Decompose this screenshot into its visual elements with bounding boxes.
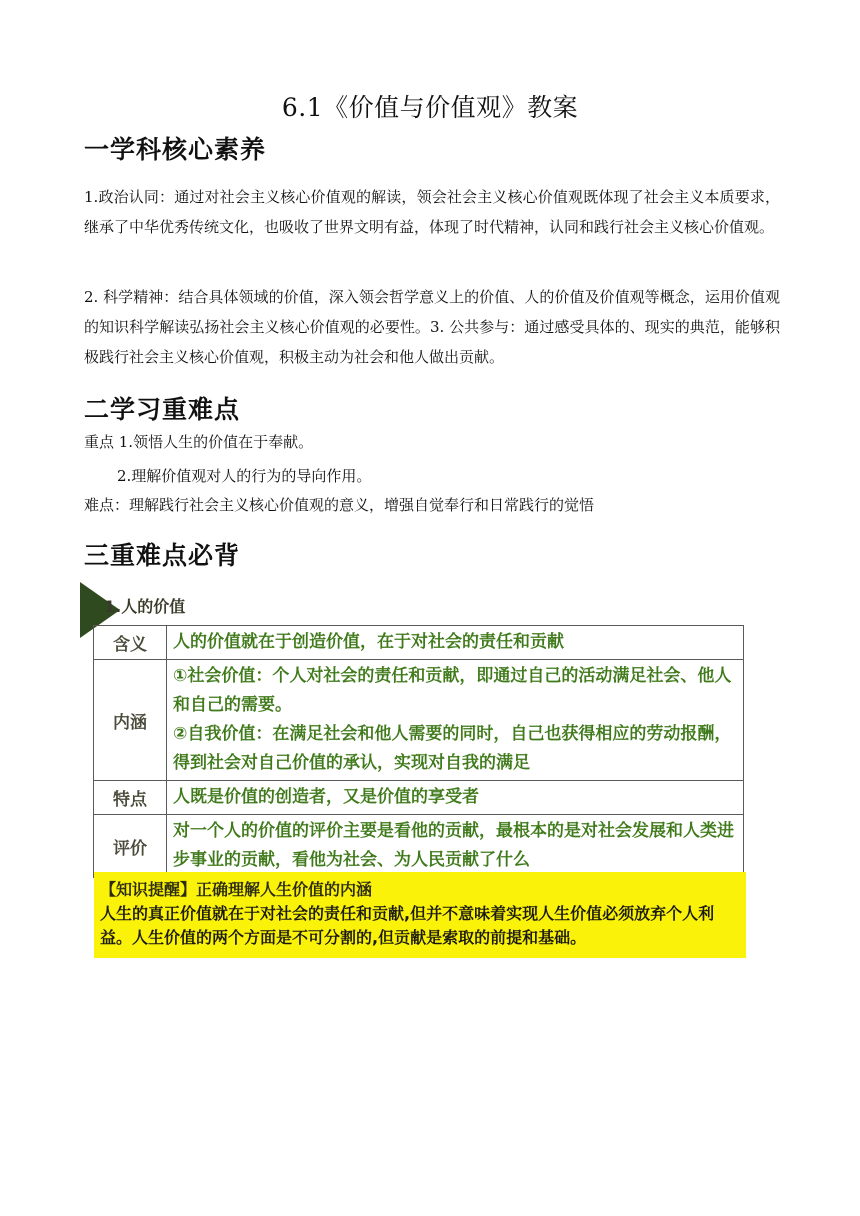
- difficult-point: 难点：理解践行社会主义核心价值观的意义，增强自觉奉行和日常践行的觉悟: [84, 496, 595, 514]
- value-table: [93, 625, 744, 878]
- callout-title: 【知识提醒】正确理解人生价值的内涵: [100, 880, 373, 899]
- section2-heading: 二学习重难点: [84, 395, 241, 424]
- key-point-2: 2.理解价值观对人的行为的导向作用。: [117, 467, 372, 485]
- row-label: 特点: [94, 781, 167, 815]
- section1-paragraph-1: 1.政治认同：通过对社会主义核心价值观的解读，领会社会主义核心价值观既体现了社会主义本质要求，继承了中华优秀传统文化，也吸收了世界文明有益，体现了时代精神，认同和践行社会主义核心价值观。: [84, 188, 780, 236]
- section3-heading: 三重难点必背: [84, 541, 241, 570]
- row-value: 人的价值就在于创造价值，在于对社会的责任和贡献: [167, 626, 744, 660]
- row-value: 对一个人的价值的评价主要是看他的贡献，最根本的是对社会发展和人类进步事业的贡献，看他为社会、为人民贡献了什么: [167, 815, 744, 878]
- row-value: [167, 660, 744, 781]
- section1-heading: 一学科核心素养: [84, 135, 267, 164]
- row-value: 人既是价值的创造者，又是价值的享受者: [167, 781, 744, 815]
- figure-heading: 1.人的价值: [104, 597, 186, 616]
- table-row: [94, 626, 744, 660]
- table-row: [94, 660, 744, 781]
- callout-body: 人生的真正价值就在于对社会的责任和贡献,但并不意味着实现人生价值必须放弃个人利益。人生价值的两个方面是不可分割的,但贡献是索取的前提和基础。: [100, 904, 715, 947]
- row-value-part-2: ②自我价值：在满足社会和他人需要的同时，自己也获得相应的劳动报酬，得到社会对自己价值的承认，实现对自我的满足: [173, 724, 732, 773]
- knowledge-reminder-callout: [94, 872, 746, 958]
- table-row: [94, 815, 744, 878]
- document-title: 6.1《价值与价值观》教案: [281, 93, 579, 122]
- section1-paragraph-2: 2. 科学精神：结合具体领域的价值，深入领会哲学意义上的价值、人的价值及价值观等概念，运用价值观的知识科学解读弘扬社会主义核心价值观的必要性。3. 公共参与：通过感受具体的、现实的典范，能够积极践行社会主义核心价值观，积极主动为社会和他人做出贡献。: [84, 288, 780, 366]
- row-value-part-1: ①社会价值：个人对社会的责任和贡献，即通过自己的活动满足社会、他人和自己的需要。: [173, 666, 732, 715]
- row-label: 含义: [94, 626, 167, 660]
- row-label: 评价: [94, 815, 167, 878]
- table-row: [94, 781, 744, 815]
- key-point-1: 重点 1.领悟人生的价值在于奉献。: [84, 433, 314, 451]
- row-label: 内涵: [94, 660, 167, 781]
